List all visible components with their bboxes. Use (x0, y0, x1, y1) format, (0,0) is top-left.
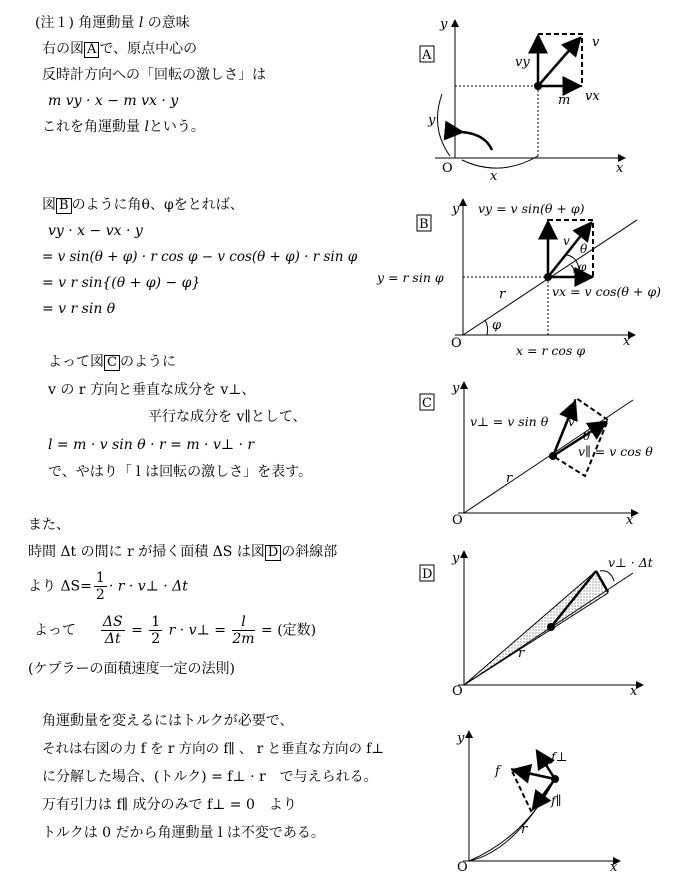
fraction-half-2: $\frac{1}{2}$ (151, 614, 161, 647)
section-b-line1: 図 B のように角θ、φをとれば、 (42, 197, 244, 213)
svg-text:y: y (452, 381, 460, 396)
svg-text:O: O (457, 860, 468, 875)
svg-text:x: x (610, 860, 618, 875)
section-c-line1: よって図 C のように (48, 354, 176, 370)
svg-text:y: y (428, 113, 436, 128)
svg-text:C: C (422, 396, 432, 411)
section-c-line3: 平行な成分を v∥として、 (148, 409, 307, 425)
note1-line4: これを角運動量 lという。 (42, 119, 205, 135)
svg-text:vx = v cos(θ + φ): vx = v cos(θ + φ) (552, 284, 661, 299)
torque-line4: 万有引力は f∥ 成分のみで f⊥ = 0 より (42, 797, 297, 813)
svg-text:m: m (558, 93, 571, 108)
svg-text:f∥: f∥ (551, 793, 562, 808)
svg-text:φ: φ (492, 318, 502, 333)
svg-text:O: O (452, 684, 463, 699)
section-d-line3: より ΔS= $\frac{1}{2}$ · r · v⊥ · Δt (28, 570, 188, 603)
svg-text:f⊥: f⊥ (551, 749, 568, 764)
figure-b (375, 195, 685, 360)
svg-text:x: x (616, 161, 624, 176)
svg-text:x: x (626, 513, 634, 528)
svg-text:y: y (457, 731, 465, 746)
fraction-ds-dt: $\frac{\Delta S}{\Delta t}$ (102, 614, 123, 647)
figure-ref-d: D (265, 545, 281, 561)
section-b-eq3: = v r sin{(θ + φ) − φ} (42, 275, 201, 291)
figure-a (400, 8, 640, 183)
svg-text:θ: θ (583, 429, 591, 443)
section-d-line2: 時間 Δt の間に r が掃く面積 ΔS は図 D の斜線部 (28, 544, 338, 560)
figure-c (418, 378, 658, 528)
note1-heading: (注１) 角運動量 l の意味 (35, 15, 190, 31)
section-b-eq2: = v sin(θ + φ) · r cos φ − v cos(θ + φ) · r sin φ (42, 249, 358, 265)
svg-text:r: r (521, 822, 528, 837)
svg-text:f: f (495, 764, 500, 779)
section-c-line5: で、やはり「 l は回転の激しさ」を表す。 (48, 464, 312, 480)
svg-text:x = r cos φ: x = r cos φ (516, 343, 586, 358)
mass-point (534, 82, 542, 90)
section-c-line4: l = m · v sin θ · r = m · v⊥ · r (48, 437, 255, 453)
figure-d (418, 545, 688, 700)
torque-line5: トルクは 0 だから角運動量 l は不変である。 (42, 825, 325, 841)
figure-ref-c: C (104, 355, 120, 371)
svg-text:v: v (592, 35, 600, 50)
torque-line2: それは右図の力 f を r 方向の f∥ 、 r と垂直な方向の f⊥ (42, 741, 384, 757)
section-c-line2: v の r 方向と垂直な成分を v⊥、 (48, 382, 256, 398)
note1-line2: 反時計方向への「回転の激しさ」は (42, 67, 266, 83)
svg-text:y: y (440, 17, 448, 32)
svg-text:r: r (506, 471, 513, 486)
svg-text:O: O (451, 336, 462, 351)
svg-text:r: r (499, 287, 506, 302)
svg-text:v⊥ · Δt: v⊥ · Δt (608, 555, 653, 570)
fraction-l-2m: $\frac{l}{2m}$ (232, 614, 255, 647)
svg-text:O: O (452, 513, 463, 528)
section-b-eq1: vy · x − vx · y (48, 223, 143, 239)
section-d-line5: (ケプラーの面積速度一定の法則) (28, 661, 235, 677)
svg-text:v: v (568, 415, 575, 429)
torque-line3: に分解した場合、(トルク) = f⊥ · r で与えられる。 (42, 769, 378, 785)
svg-text:vy = v sin(θ + φ): vy = v sin(θ + φ) (478, 201, 585, 216)
note1-formula: m vy · x − m vx · y (48, 93, 179, 109)
svg-text:vy: vy (515, 55, 530, 70)
section-d-line1: また、 (28, 517, 70, 533)
svg-text:x: x (623, 334, 631, 349)
note1-line1: 右の図 A で、原点中心の (42, 41, 198, 57)
section-b-eq4: = v r sin θ (42, 301, 116, 317)
svg-text:θ: θ (580, 242, 588, 256)
svg-text:vx: vx (585, 89, 600, 104)
fraction-half: $\frac{1}{2}$ (95, 570, 105, 603)
figure-ref-b: B (56, 198, 72, 214)
svg-text:v⊥ = v sin θ: v⊥ = v sin θ (470, 414, 549, 429)
figure-e (455, 725, 635, 875)
torque-line1: 角運動量を変えるにはトルクが必要で、 (42, 713, 294, 729)
svg-text:y = r sin φ: y = r sin φ (377, 270, 444, 285)
svg-text:φ: φ (578, 260, 587, 274)
svg-text:x: x (630, 684, 638, 699)
figure-ref-a: A (84, 42, 99, 58)
svg-text:O: O (442, 161, 453, 176)
section-d-line4: よって $\frac{\Delta S}{\Delta t}$ = $\frac{1}{2}$ r · v⊥ = $\frac{l}{2m}$ = (定数) (34, 614, 317, 647)
svg-text:D: D (422, 567, 433, 582)
svg-text:x: x (490, 169, 498, 184)
svg-text:y: y (452, 551, 460, 566)
svg-text:B: B (419, 217, 429, 232)
svg-text:v: v (563, 234, 570, 248)
svg-text:r: r (518, 646, 525, 661)
svg-text:v∥ = v cos θ: v∥ = v cos θ (578, 444, 653, 459)
svg-text:y: y (452, 202, 460, 217)
figure-a-label: A (422, 48, 432, 63)
